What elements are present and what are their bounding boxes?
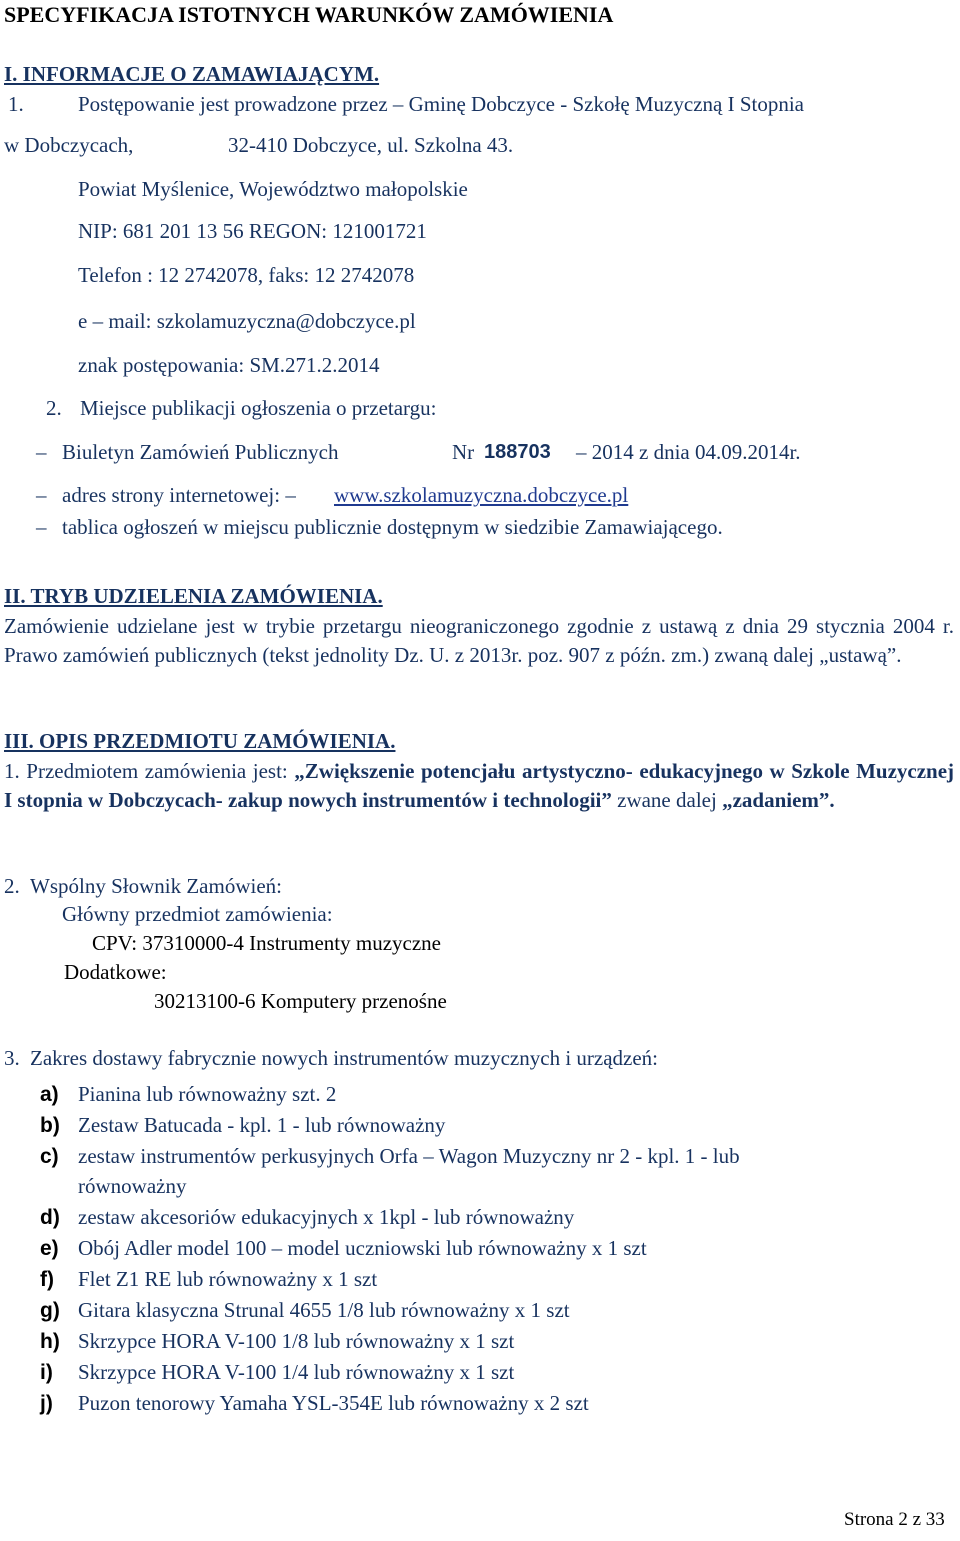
- bzp-label: Biuletyn Zamówień Publicznych: [62, 440, 339, 464]
- dash-bullet: –: [36, 440, 47, 464]
- section-1-p1-line2a: w Dobczycach,: [4, 133, 134, 157]
- section-1-p2-text: Miejsce publikacji ogłoszenia o przetargu:: [80, 396, 437, 420]
- list-item: Obój Adler model 100 – model uczniowski lub równoważny x 1 szt: [78, 1236, 647, 1260]
- item-label: j): [40, 1392, 53, 1415]
- section-3-p1-tail-bold: „zadaniem”.: [722, 788, 835, 812]
- item-label: f): [40, 1268, 54, 1291]
- powiat-line: Powiat Myślenice, Województwo małopolskie: [78, 177, 468, 201]
- section-2-heading: II. TRYB UDZIELENIA ZAMÓWIENIA.: [4, 584, 383, 608]
- section-3-p2-number: 2.: [4, 874, 20, 898]
- item-label: d): [40, 1206, 60, 1229]
- item-label: h): [40, 1330, 60, 1353]
- bzp-nr-label: Nr: [452, 440, 475, 464]
- item-label: e): [40, 1237, 59, 1260]
- list-item: Gitara klasyczna Strunal 4655 1/8 lub równoważny x 1 szt: [78, 1298, 570, 1322]
- section-3-p1-intro: Przedmiotem zamówienia jest:: [26, 759, 288, 783]
- dash-bullet: –: [36, 515, 47, 539]
- www-label: adres strony internetowej: –: [62, 483, 296, 507]
- cpv-extra: 30213100-6 Komputery przenośne: [154, 989, 447, 1013]
- bzp-number: 188703: [484, 441, 551, 463]
- list-item-continuation: równoważny: [78, 1174, 187, 1198]
- section-3-p2-text: Wspólny Słownik Zamówień:: [30, 874, 282, 898]
- section-1-p1-number: 1.: [8, 92, 24, 116]
- znak-postepowania: znak postępowania: SM.271.2.2014: [78, 353, 380, 377]
- section-3-heading: III. OPIS PRZEDMIOTU ZAMÓWIENIA.: [4, 729, 396, 753]
- dash-bullet: –: [36, 483, 47, 507]
- section-1-heading: I. INFORMACJE O ZAMAWIAJĄCYM.: [4, 62, 380, 86]
- item-label: g): [40, 1299, 60, 1322]
- section-3-p3-number: 3.: [4, 1046, 20, 1070]
- section-3-p1-number: 1.: [4, 759, 20, 783]
- item-label: i): [40, 1361, 53, 1384]
- section-1-p1-line2b: 32-410 Dobczyce, ul. Szkolna 43.: [228, 133, 514, 157]
- list-item: Zestaw Batucada - kpl. 1 - lub równoważny: [78, 1113, 446, 1137]
- document-title: SPECYFIKACJA ISTOTNYCH WARUNKÓW ZAMÓWIENIA: [4, 2, 614, 27]
- email-line: e – mail: szkolamuzyczna@dobczyce.pl: [78, 309, 416, 333]
- item-label: a): [40, 1083, 59, 1106]
- list-item: Flet Z1 RE lub równoważny x 1 szt: [78, 1267, 378, 1291]
- bzp-date: – 2014 z dnia 04.09.2014r.: [576, 440, 801, 464]
- nip-regon-line: NIP: 681 201 13 56 REGON: 121001721: [78, 219, 427, 243]
- section-2-text: Zamówienie udzielane jest w trybie przetargu nieograniczonego zgodnie z ustawą z dnia 29 stycznia 2004 r. Prawo zamówień publicznych (tekst jednolity Dz. U. z 2013r. poz. 907 z późn. zm.) zwaną dalej „ustawą”.: [4, 614, 954, 667]
- section-3-p1-tail: zwane dalej: [617, 788, 717, 812]
- cpv-main: CPV: 37310000-4 Instrumenty muzyczne: [92, 931, 441, 955]
- section-3-p1-title: „Zwiększenie potencjału artystyczno- edukacyjnego w Szkole Muzycznej I stopnia w Dobczycach- zakup nowych instrumentów i technologii”: [4, 759, 955, 812]
- list-item: Puzon tenorowy Yamaha YSL-354E lub równoważny x 2 szt: [78, 1391, 589, 1415]
- section-3-p3-text: Zakres dostawy fabrycznie nowych instrumentów muzycznych i urządzeń:: [30, 1046, 659, 1070]
- list-item: Pianina lub równoważny szt. 2: [78, 1082, 337, 1106]
- dodatkowe-label: Dodatkowe:: [64, 960, 167, 984]
- page-number: Strona 2 z 33: [844, 1509, 945, 1530]
- tablica-line: tablica ogłoszeń w miejscu publicznie dostępnym w siedzibie Zamawiającego.: [62, 515, 723, 539]
- list-item: Skrzypce HORA V-100 1/8 lub równoważny x 1 szt: [78, 1329, 515, 1353]
- list-item: zestaw akcesoriów edukacyjnych x 1kpl - lub równoważny: [78, 1205, 575, 1229]
- list-item: Skrzypce HORA V-100 1/4 lub równoważny x 1 szt: [78, 1360, 515, 1384]
- glowny-przedmiot-label: Główny przedmiot zamówienia:: [62, 902, 333, 926]
- section-1-p1-text: Postępowanie jest prowadzone przez – Gminę Dobczyce - Szkołę Muzyczną I Stopnia: [78, 92, 805, 116]
- section-1-p2-number: 2.: [46, 396, 62, 420]
- item-label: b): [40, 1114, 60, 1137]
- website-link[interactable]: www.szkolamuzyczna.dobczyce.pl: [334, 483, 629, 507]
- section-3-p1: [4, 757, 954, 815]
- telefon-line: Telefon : 12 2742078, faks: 12 2742078: [78, 263, 415, 287]
- item-label: c): [40, 1145, 59, 1168]
- list-item: zestaw instrumentów perkusyjnych Orfa – Wagon Muzyczny nr 2 - kpl. 1 - lub: [78, 1144, 740, 1168]
